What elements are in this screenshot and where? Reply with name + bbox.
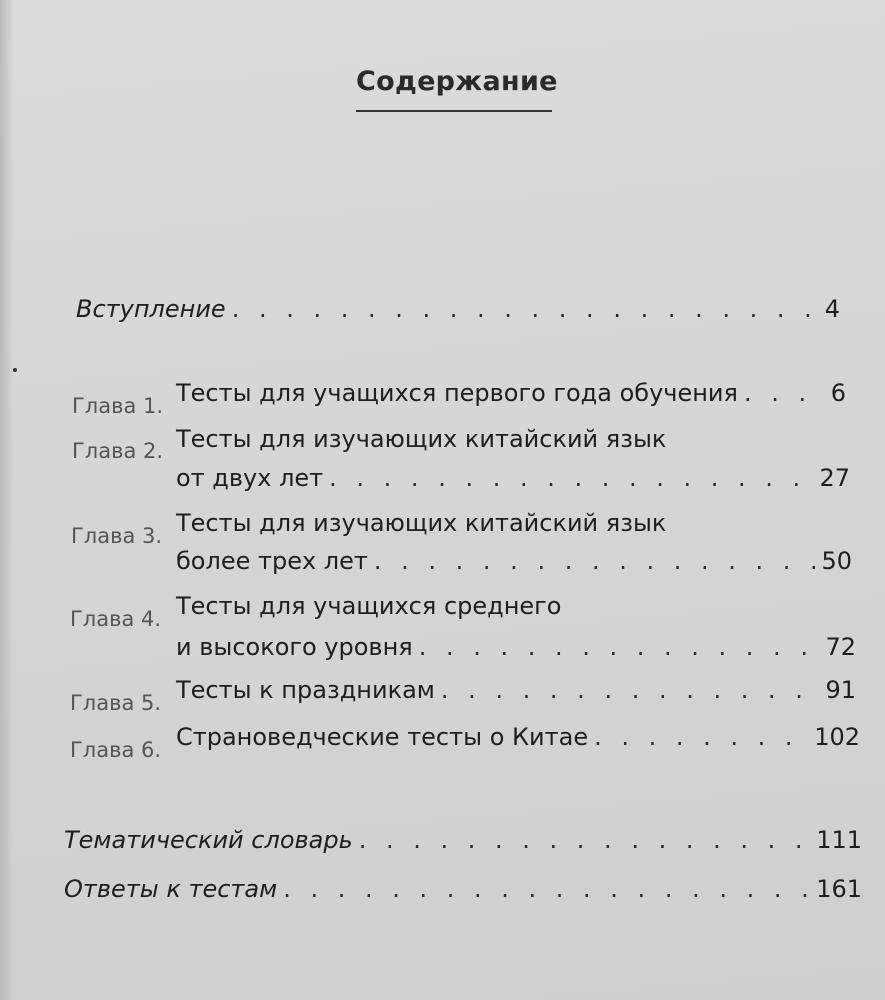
toc-entry-label: Страноведческие тесты о Китае (176, 723, 589, 751)
toc-page-number: 111 (816, 826, 862, 854)
toc-leader-dots (744, 378, 825, 408)
toc-entry-label-line-1: Тесты для изучающих китайский язык (176, 425, 667, 453)
chapter-label: Глава 4. (70, 607, 162, 631)
toc-entry-chapter-2 (176, 463, 850, 493)
chapter-label: Глава 5. (70, 691, 162, 715)
toc-entry-label-line-2: от двух лет (176, 464, 324, 492)
page-title: Содержание (356, 66, 558, 97)
toc-entry-label-line-1: Тесты для изучающих китайский язык (176, 509, 667, 537)
toc-entry-dictionary (64, 825, 862, 855)
toc-page-number: 4 (824, 295, 840, 323)
chapter-label: Глава 3. (71, 524, 163, 548)
toc-page-number: 102 (814, 723, 860, 751)
toc-entry-intro (76, 294, 840, 324)
toc-leader-dots (329, 463, 813, 493)
toc-leader-dots (232, 294, 819, 324)
toc-entry-chapter-4 (176, 632, 856, 662)
toc-page-number: 72 (825, 633, 856, 661)
toc-entry-label: Тесты к праздникам (176, 676, 435, 704)
toc-page-number: 6 (830, 379, 846, 407)
chapter-label: Глава 6. (70, 738, 162, 762)
toc-entry-chapter-5 (176, 675, 856, 705)
toc-entry-chapter-3 (176, 546, 852, 576)
margin-mark (13, 368, 17, 372)
toc-entry-label-line-2: более трех лет (176, 547, 368, 575)
toc-entry-label-line-1: Тесты для учащихся среднего (176, 592, 562, 620)
title-underline (356, 110, 552, 112)
toc-entry-chapter-1 (176, 378, 846, 408)
toc-page-number: 161 (816, 875, 862, 903)
toc-entry-label: Тесты для учащихся первого года обучения (176, 379, 738, 407)
toc-page-number: 27 (819, 464, 850, 492)
toc-entry-chapter-6 (176, 722, 860, 752)
chapter-label: Глава 2. (72, 439, 164, 463)
toc-entry-label-line-2: и высокого уровня (176, 633, 413, 661)
toc-entry-label: Тематический словарь (64, 826, 353, 854)
toc-entry-label: Ответы к тестам (64, 875, 278, 903)
toc-page-number: 91 (825, 676, 856, 704)
toc-leader-dots (283, 874, 810, 904)
toc-leader-dots (419, 632, 820, 662)
toc-leader-dots (374, 546, 816, 576)
chapter-label: Глава 1. (72, 394, 164, 418)
toc-entry-label: Вступление (76, 295, 226, 323)
toc-leader-dots (441, 675, 820, 705)
toc-leader-dots (594, 722, 808, 752)
toc-page-number: 50 (821, 547, 852, 575)
toc-entry-answers (64, 874, 862, 904)
toc-leader-dots (359, 825, 810, 855)
